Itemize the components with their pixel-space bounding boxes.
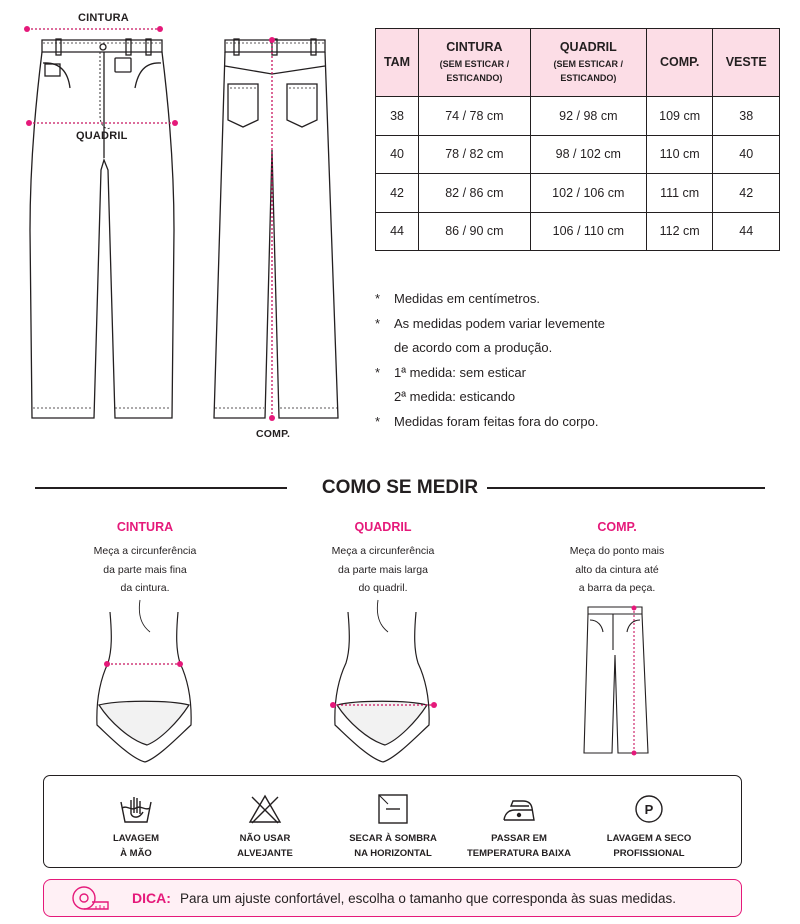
header-size: TAM [376,29,419,97]
cell-waist: 82 / 86 cm [419,174,531,213]
tip-label: DICA: [132,890,171,906]
cell-size: 42 [376,174,419,213]
note-text: As medidas podem variar levemente [394,315,605,331]
note-text: Medidas em centímetros. [394,291,540,306]
cell-hip: 92 / 98 cm [530,97,646,136]
care-label: PASSAR EM TEMPERATURA BAIXA [467,833,571,859]
cell-fits: 38 [713,97,780,136]
care-label: LAVAGEM À MÃO [112,833,160,859]
how-to-text: alto da cintura até [575,563,659,576]
waist-label: CINTURA [78,12,129,24]
note-bullet: * [375,315,381,331]
header-length: COMP. [646,29,713,97]
hip-label: QUADRIL [76,130,128,142]
tip-banner [43,879,742,917]
cell-length: 110 cm [646,135,713,174]
note-text: 2ª medida: esticando [394,389,516,404]
care-hand-wash [71,794,201,861]
how-to-heading: CINTURA [116,520,174,534]
cell-fits: 40 [713,135,780,174]
cell-hip: 102 / 106 cm [530,174,646,213]
how-to-heading: QUADRIL [354,520,412,534]
note-text: 1ª medida: sem esticar [394,364,526,380]
how-to-text: do quadril. [358,582,408,594]
cell-size: 40 [376,135,419,174]
cell-hip: 98 / 102 cm [530,135,646,174]
care-dry-clean [584,794,714,861]
note-text: Medidas foram feitas fora do corpo. [394,413,599,429]
note-bullet: * [375,291,381,306]
note-text: de acordo com a produção. [394,340,553,355]
care-shade-dry [328,794,458,861]
cell-fits: 42 [713,174,780,213]
how-to-text: da parte mais fina [103,563,187,576]
measuring-tape-icon [70,883,110,913]
tip-text: Para um ajuste confortável, escolha o tamanho que corresponda às suas medidas. [180,891,677,906]
how-to-text: Meça a circunferência [93,545,197,557]
cell-size: 44 [376,212,419,251]
dry-clean-p-icon [632,794,666,824]
how-to-heading: COMP. [597,520,637,534]
cell-hip: 106 / 110 cm [530,212,646,251]
how-to-measure-title: COMO SE MEDIR [321,477,479,498]
length-label: COMP. [256,428,291,440]
cell-waist: 74 / 78 cm [419,97,531,136]
svg-text:P: P [644,802,654,817]
care-label: NÃO USAR ALVEJANTE [237,833,293,859]
cell-length: 112 cm [646,212,713,251]
note-bullet: * [375,413,381,429]
header-fits: VESTE [713,29,780,97]
hand-wash-icon [119,794,153,824]
cell-length: 111 cm [646,174,713,213]
cell-size: 38 [376,97,419,136]
iron-low-icon [501,794,537,824]
how-to-text: a barra da peça. [578,582,656,594]
care-label: SECAR À SOMBRA NA HORIZONTAL [349,833,437,859]
note-bullet: * [375,364,381,380]
header-hip: QUADRIL (SEM ESTICAR / ESTICANDO) [530,29,646,97]
how-to-text: da cintura. [120,582,170,594]
how-to-text: Meça a circunferência [331,545,435,557]
care-no-bleach [200,794,330,861]
shade-dry-flat-icon [376,794,410,824]
how-to-text: Meça do ponto mais [569,545,665,557]
care-iron-low [454,794,584,861]
how-to-text: da parte mais larga [338,563,428,576]
care-instructions [43,775,742,868]
header-waist: CINTURA (SEM ESTICAR / ESTICANDO) [419,29,531,97]
care-label: LAVAGEM A SECO PROFISSIONAL [606,833,692,859]
cell-waist: 78 / 82 cm [419,135,531,174]
cell-fits: 44 [713,212,780,251]
cell-length: 109 cm [646,97,713,136]
no-bleach-icon [248,794,282,824]
cell-waist: 86 / 90 cm [419,212,531,251]
